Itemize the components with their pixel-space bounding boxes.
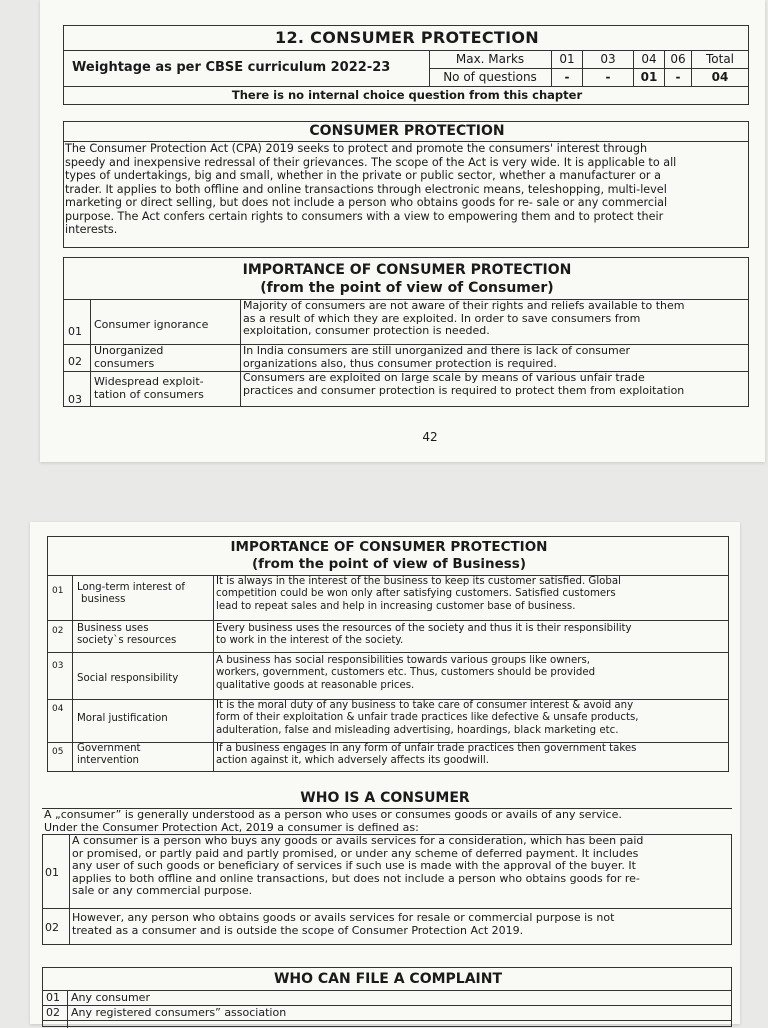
max-marks-label: Max. Marks xyxy=(455,52,525,66)
row-number: 05 xyxy=(52,747,64,757)
row-description: Any consumer xyxy=(71,991,150,1004)
row-label: Business uses society`s resources xyxy=(77,623,177,647)
consumer-protection-box xyxy=(63,121,749,248)
row-number: 02 xyxy=(52,626,64,636)
row-label: Widespread exploit- tation of consumers xyxy=(94,375,204,401)
questions-col-total: 04 xyxy=(711,70,729,84)
row-description: A consumer is a person who buys any goods or avails services for a consideration, which has been paid or promised, or partly paid and partly promised, or under any scheme of deferred payment. It includes any user of such goods or beneficiary of services if such use is made with the approval of the buyer. It applies to both offline and online transactions, but does not include a person who obtains goods for re- sale or any commercial purpose. xyxy=(72,834,644,897)
row-number: 01 xyxy=(52,586,64,596)
row-label: Government intervention xyxy=(77,743,141,767)
row-number: 03 xyxy=(52,661,64,671)
marks-col-4: 06 xyxy=(670,52,686,66)
questions-col-4: - xyxy=(675,70,681,84)
consumer-protection-text: The Consumer Protection Act (CPA) 2019 seeks to protect and promote the consumers' interest through speedy and inexpensive redressal of their grievances. The scope of the Act is very wide. It is applicable to all types of undertakings, big and small, whether in the private or public sector, whether a manufacturer or a trader. It applies to both offline and online transactions through electronic means, teleshopping, multi-level marketing or direct selling, but does not include a person who obtains goods for re- sale or any commercial purpose. The Act confers certain rights to consumers with a view to empowering them and to protect their interests. xyxy=(65,142,677,236)
chapter-header-box xyxy=(63,25,749,105)
questions-col-1: - xyxy=(564,70,570,84)
importance-business-title: IMPORTANCE OF CONSUMER PROTECTION xyxy=(230,539,548,555)
internal-choice-note: There is no internal choice question from this chapter xyxy=(231,88,583,102)
row-description: However, any person who obtains goods or avails services for resale or commercial purpose is not treated as a consumer and is outside the scope of Consumer Protection Act 2019. xyxy=(72,911,615,937)
who-consumer-title: WHO IS A CONSUMER xyxy=(300,790,470,806)
row-description: Any registered consumers” association xyxy=(71,1006,287,1019)
consumer-protection-title: CONSUMER PROTECTION xyxy=(309,123,505,139)
row-number: 03 xyxy=(68,393,82,406)
page-number: 42 xyxy=(422,430,438,444)
row-label: Unorganized consumers xyxy=(94,344,164,370)
row-number: 01 xyxy=(68,325,82,338)
page-43 xyxy=(30,522,740,1024)
importance-consumer-title: IMPORTANCE OF CONSUMER PROTECTION xyxy=(242,262,572,278)
row-number: 02 xyxy=(46,1006,60,1019)
weightage-label: Weightage as per CBSE curriculum 2022-23 xyxy=(72,60,391,75)
row-label: Long-term interest of business xyxy=(77,582,185,606)
importance-business-table xyxy=(47,536,729,772)
questions-col-2: - xyxy=(605,70,611,84)
row-description: Consumers are exploited on large scale by means of various unfair trade practices and consumer protection is required to protect them from exploitation xyxy=(243,371,685,397)
questions-col-3: 01 xyxy=(640,70,658,84)
chapter-title: 12. CONSUMER PROTECTION xyxy=(275,28,539,47)
no-of-questions-label: No of questions xyxy=(443,70,537,84)
row-label: Moral justification xyxy=(77,713,168,724)
row-label: Social responsibility xyxy=(77,673,179,684)
importance-business-subtitle: (from the point of view of Business) xyxy=(251,556,526,572)
row-description: It is always in the interest of the business to keep its customer satisfied. Global competition could be won only after satisfying customers. Satisfied customers lead to repeat sales and help in increasing customer base of business. xyxy=(216,576,621,612)
importance-consumer-subtitle: (from the point of view of Consumer) xyxy=(260,280,554,296)
row-description: A business has social responsibilities towards various groups like owners, workers, government, customers etc. Thus, customers should be provided qualitative goods at reasonable prices. xyxy=(216,655,596,691)
row-number: 01 xyxy=(45,866,59,879)
marks-col-2: 03 xyxy=(600,52,616,66)
who-complaint-title: WHO CAN FILE A COMPLAINT xyxy=(273,971,503,987)
importance-consumer-table xyxy=(63,257,749,407)
row-label: Consumer ignorance xyxy=(94,318,209,331)
row-description: Every business uses the resources of the society and thus it is their responsibility to work in the interest of the society. xyxy=(216,623,632,647)
row-number: 02 xyxy=(68,355,82,368)
row-description: It is the moral duty of any business to take care of consumer interest & avoid any form of their exploitation & unfair trade practices like defective & unsafe products, adulteration, false and misleading advertising, hoardings, black marketing etc. xyxy=(216,700,639,736)
who-consumer-intro: A „consumer” is generally understood as a person who uses or consumes goods or avails of any service. Under the Consumer Protection Act, 2019 a consumer is defined as: xyxy=(44,808,622,834)
who-consumer-table xyxy=(42,834,732,945)
marks-col-3: 04 xyxy=(641,52,657,66)
who-complaint-table xyxy=(42,967,732,1027)
row-number: 04 xyxy=(52,704,64,714)
row-number: 02 xyxy=(45,921,59,934)
marks-col-1: 01 xyxy=(559,52,575,66)
marks-col-total: Total xyxy=(705,52,735,66)
row-description: Majority of consumers are not aware of their rights and reliefs available to them as a result of which they are exploited. In order to save consumers from exploitation, consumer protection is needed. xyxy=(243,299,685,337)
row-description: In India consumers are still unorganized and there is lack of consumer organizations also, thus consumer protection is required. xyxy=(243,344,630,370)
page-42 xyxy=(40,0,765,462)
row-description: If a business engages in any form of unfair trade practices then government takes action against it, which adversely affects its goodwill. xyxy=(216,743,637,767)
row-number: 01 xyxy=(46,991,60,1004)
